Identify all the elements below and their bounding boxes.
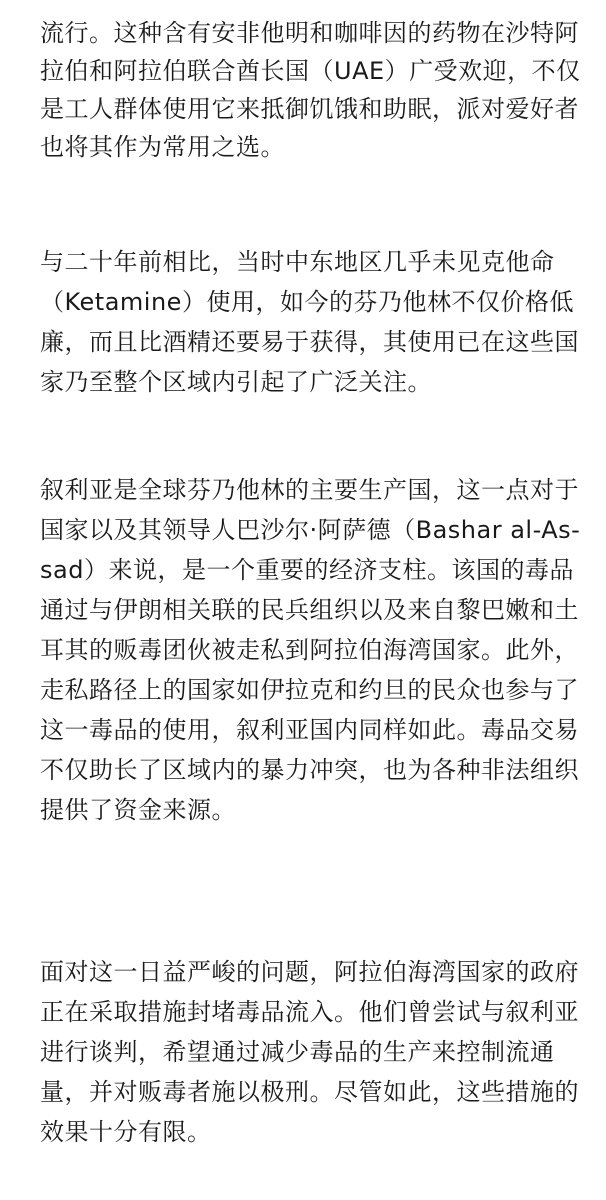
text-line: 通过与伊朗相关联的民兵组织以及来自黎巴嫩和土 — [40, 596, 579, 624]
text-line: 提供了资金来源。 — [40, 796, 236, 824]
text-line: 家乃至整个区域内引起了广泛关注。 — [40, 368, 432, 396]
text-line: 正在采取措施封堵毒品流入。他们曾尝试与叙利亚 — [40, 998, 579, 1026]
paragraph — [40, 242, 579, 402]
text-line: 廉，而且比酒精还要易于获得，其使用已在这些国 — [40, 328, 579, 356]
text-line: 拉伯和阿拉伯联合酋长国（UAE）广受欢迎，不仅 — [40, 57, 581, 85]
paragraph — [40, 14, 581, 166]
text-line: 与二十年前相比，当时中东地区几乎未见克他命 — [40, 248, 555, 276]
text-line: 走私路径上的国家如伊拉克和约旦的民众也参与了 — [40, 676, 579, 704]
text-line: 国家以及其领导人巴沙尔·阿萨德（Bashar al-As- — [40, 516, 581, 544]
paragraph — [40, 952, 579, 1152]
text-line: 面对这一日益严峻的问题，阿拉伯海湾国家的政府 — [40, 958, 579, 986]
text-line: sad）来说，是一个重要的经济支柱。该国的毒品 — [40, 556, 574, 584]
text-line: 不仅助长了区域内的暴力冲突，也为各种非法组织 — [40, 756, 579, 784]
text-line: 效果十分有限。 — [40, 1118, 212, 1146]
text-line: 流行。这种含有安非他明和咖啡因的药物在沙特阿 — [40, 19, 579, 47]
text-line: 也将其作为常用之选。 — [40, 133, 285, 161]
text-line: 这一毒品的使用，叙利亚国内同样如此。毒品交易 — [40, 716, 579, 744]
text-line: 进行谈判，希望通过减少毒品的生产来控制流通 — [40, 1038, 555, 1066]
text-line: 量，并对贩毒者施以极刑。尽管如此，这些措施的 — [40, 1078, 579, 1106]
text-line: 叙利亚是全球芬乃他林的主要生产国，这一点对于 — [40, 476, 579, 504]
text-line: 耳其的贩毒团伙被走私到阿拉伯海湾国家。此外， — [40, 636, 579, 664]
paragraph — [40, 470, 580, 830]
text-line: 是工人群体使用它来抵御饥饿和助眠，派对爱好者 — [40, 95, 579, 123]
text-line: （Ketamine）使用，如今的芬乃他林不仅价格低 — [40, 288, 574, 316]
